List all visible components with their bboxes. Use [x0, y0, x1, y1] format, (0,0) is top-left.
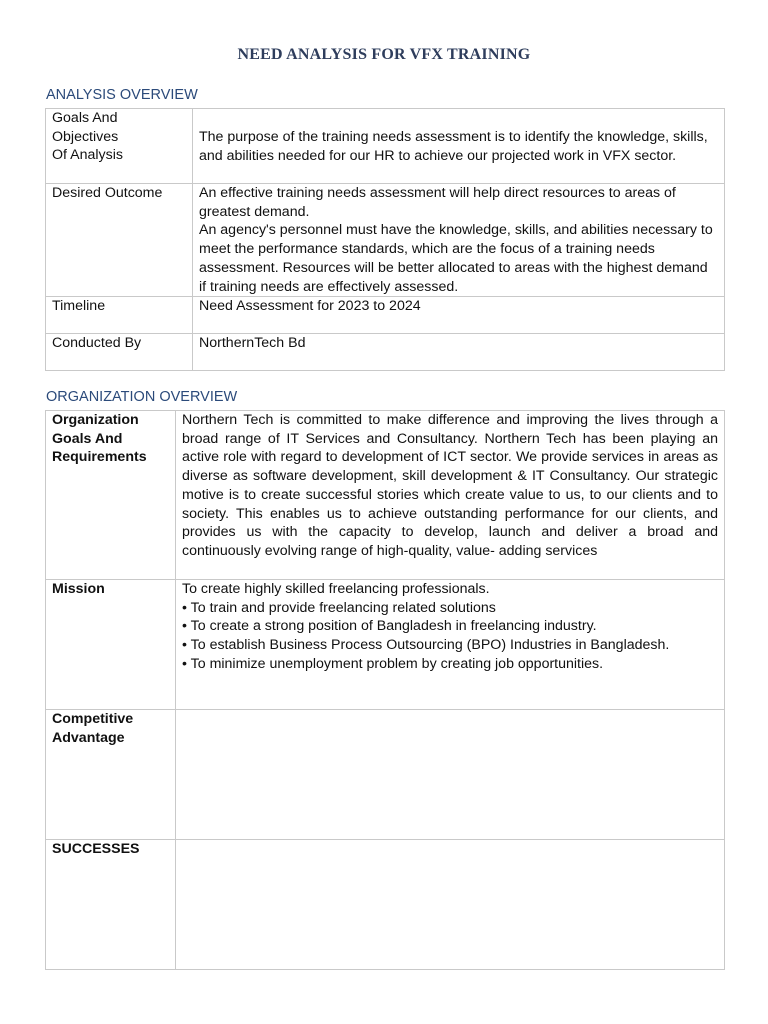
mission-line: • To create a strong position of Bangladesh in freelancing industry.: [182, 618, 597, 635]
successes-value: [176, 840, 725, 970]
table-row: [46, 297, 725, 334]
conducted-by-label: Conducted By: [46, 334, 193, 371]
table-row: [46, 411, 725, 580]
organization-overview-table: [45, 410, 725, 970]
document-title: NEED ANALYSIS FOR VFX TRAINING: [237, 46, 531, 63]
goals-objectives-value: The purpose of the training needs assessment is to identify the knowledge, skills, and abilities needed for our HR to achieve our projected work in VFX sector.: [193, 109, 725, 184]
organization-goals-value: Northern Tech is committed to make difference and improving the lives through a broad range of IT Services and Consultancy. Northern Tech has been playing an active role with regard to development of ICT sector. We provide services in areas as diverse as software development, skill development & IT Consultancy. Our strategic motive is to create successful stories which create value to us, to our clients and to society. This enables us to achieve outstanding performance for our clients, and provides us with the capacity to develop, launch and deliver a broad and continuously evolving range of high-quality, value- adding services: [176, 411, 725, 580]
desired-outcome-paragraph: An effective training needs assessment will help direct resources to areas of greatest demand.: [199, 185, 676, 220]
goals-objectives-label: [46, 109, 193, 184]
timeline-label: Timeline: [46, 297, 193, 334]
mission-value: [176, 580, 725, 710]
label-line: Goals And: [52, 430, 123, 447]
label-line: Competitive: [52, 711, 134, 727]
table-row: [46, 580, 725, 710]
desired-outcome-value: [193, 184, 725, 297]
table-row: [46, 109, 725, 184]
desired-outcome-label: Desired Outcome: [46, 184, 193, 297]
label-line: Of Analysis: [52, 147, 123, 164]
label-line: Organization: [52, 412, 139, 428]
competitive-advantage-value: [176, 710, 725, 840]
label-line: Advantage: [52, 729, 125, 746]
label-line: Objectives: [52, 128, 119, 145]
organization-overview-heading: ORGANIZATION OVERVIEW: [46, 389, 238, 405]
label-line: Requirements: [52, 449, 147, 466]
mission-line: • To minimize unemployment problem by creating job opportunities.: [182, 655, 604, 672]
table-row: [46, 184, 725, 297]
successes-label: SUCCESSES: [46, 840, 176, 970]
organization-goals-label: [46, 411, 176, 580]
competitive-advantage-label: [46, 710, 176, 840]
table-row: [46, 840, 725, 970]
mission-line: • To establish Business Process Outsourcing (BPO) Industries in Bangladesh.: [182, 637, 670, 654]
table-row: [46, 710, 725, 840]
mission-line: To create highly skilled freelancing professionals.: [182, 581, 490, 597]
mission-line: • To train and provide freelancing related solutions: [182, 599, 496, 616]
mission-label: Mission: [46, 580, 176, 710]
analysis-overview-table: [45, 108, 725, 371]
analysis-overview-heading: ANALYSIS OVERVIEW: [46, 87, 198, 103]
timeline-value: Need Assessment for 2023 to 2024: [193, 297, 725, 334]
conducted-by-value: NorthernTech Bd: [193, 334, 725, 371]
label-line: Goals And: [52, 110, 118, 126]
table-row: [46, 334, 725, 371]
desired-outcome-paragraph: An agency's personnel must have the knowledge, skills, and abilities necessary to meet the performance standards, which are the focus of a training needs assessment. Resources will be better allocated to areas with the highest demand if training needs are effectively assessed.: [199, 222, 713, 295]
